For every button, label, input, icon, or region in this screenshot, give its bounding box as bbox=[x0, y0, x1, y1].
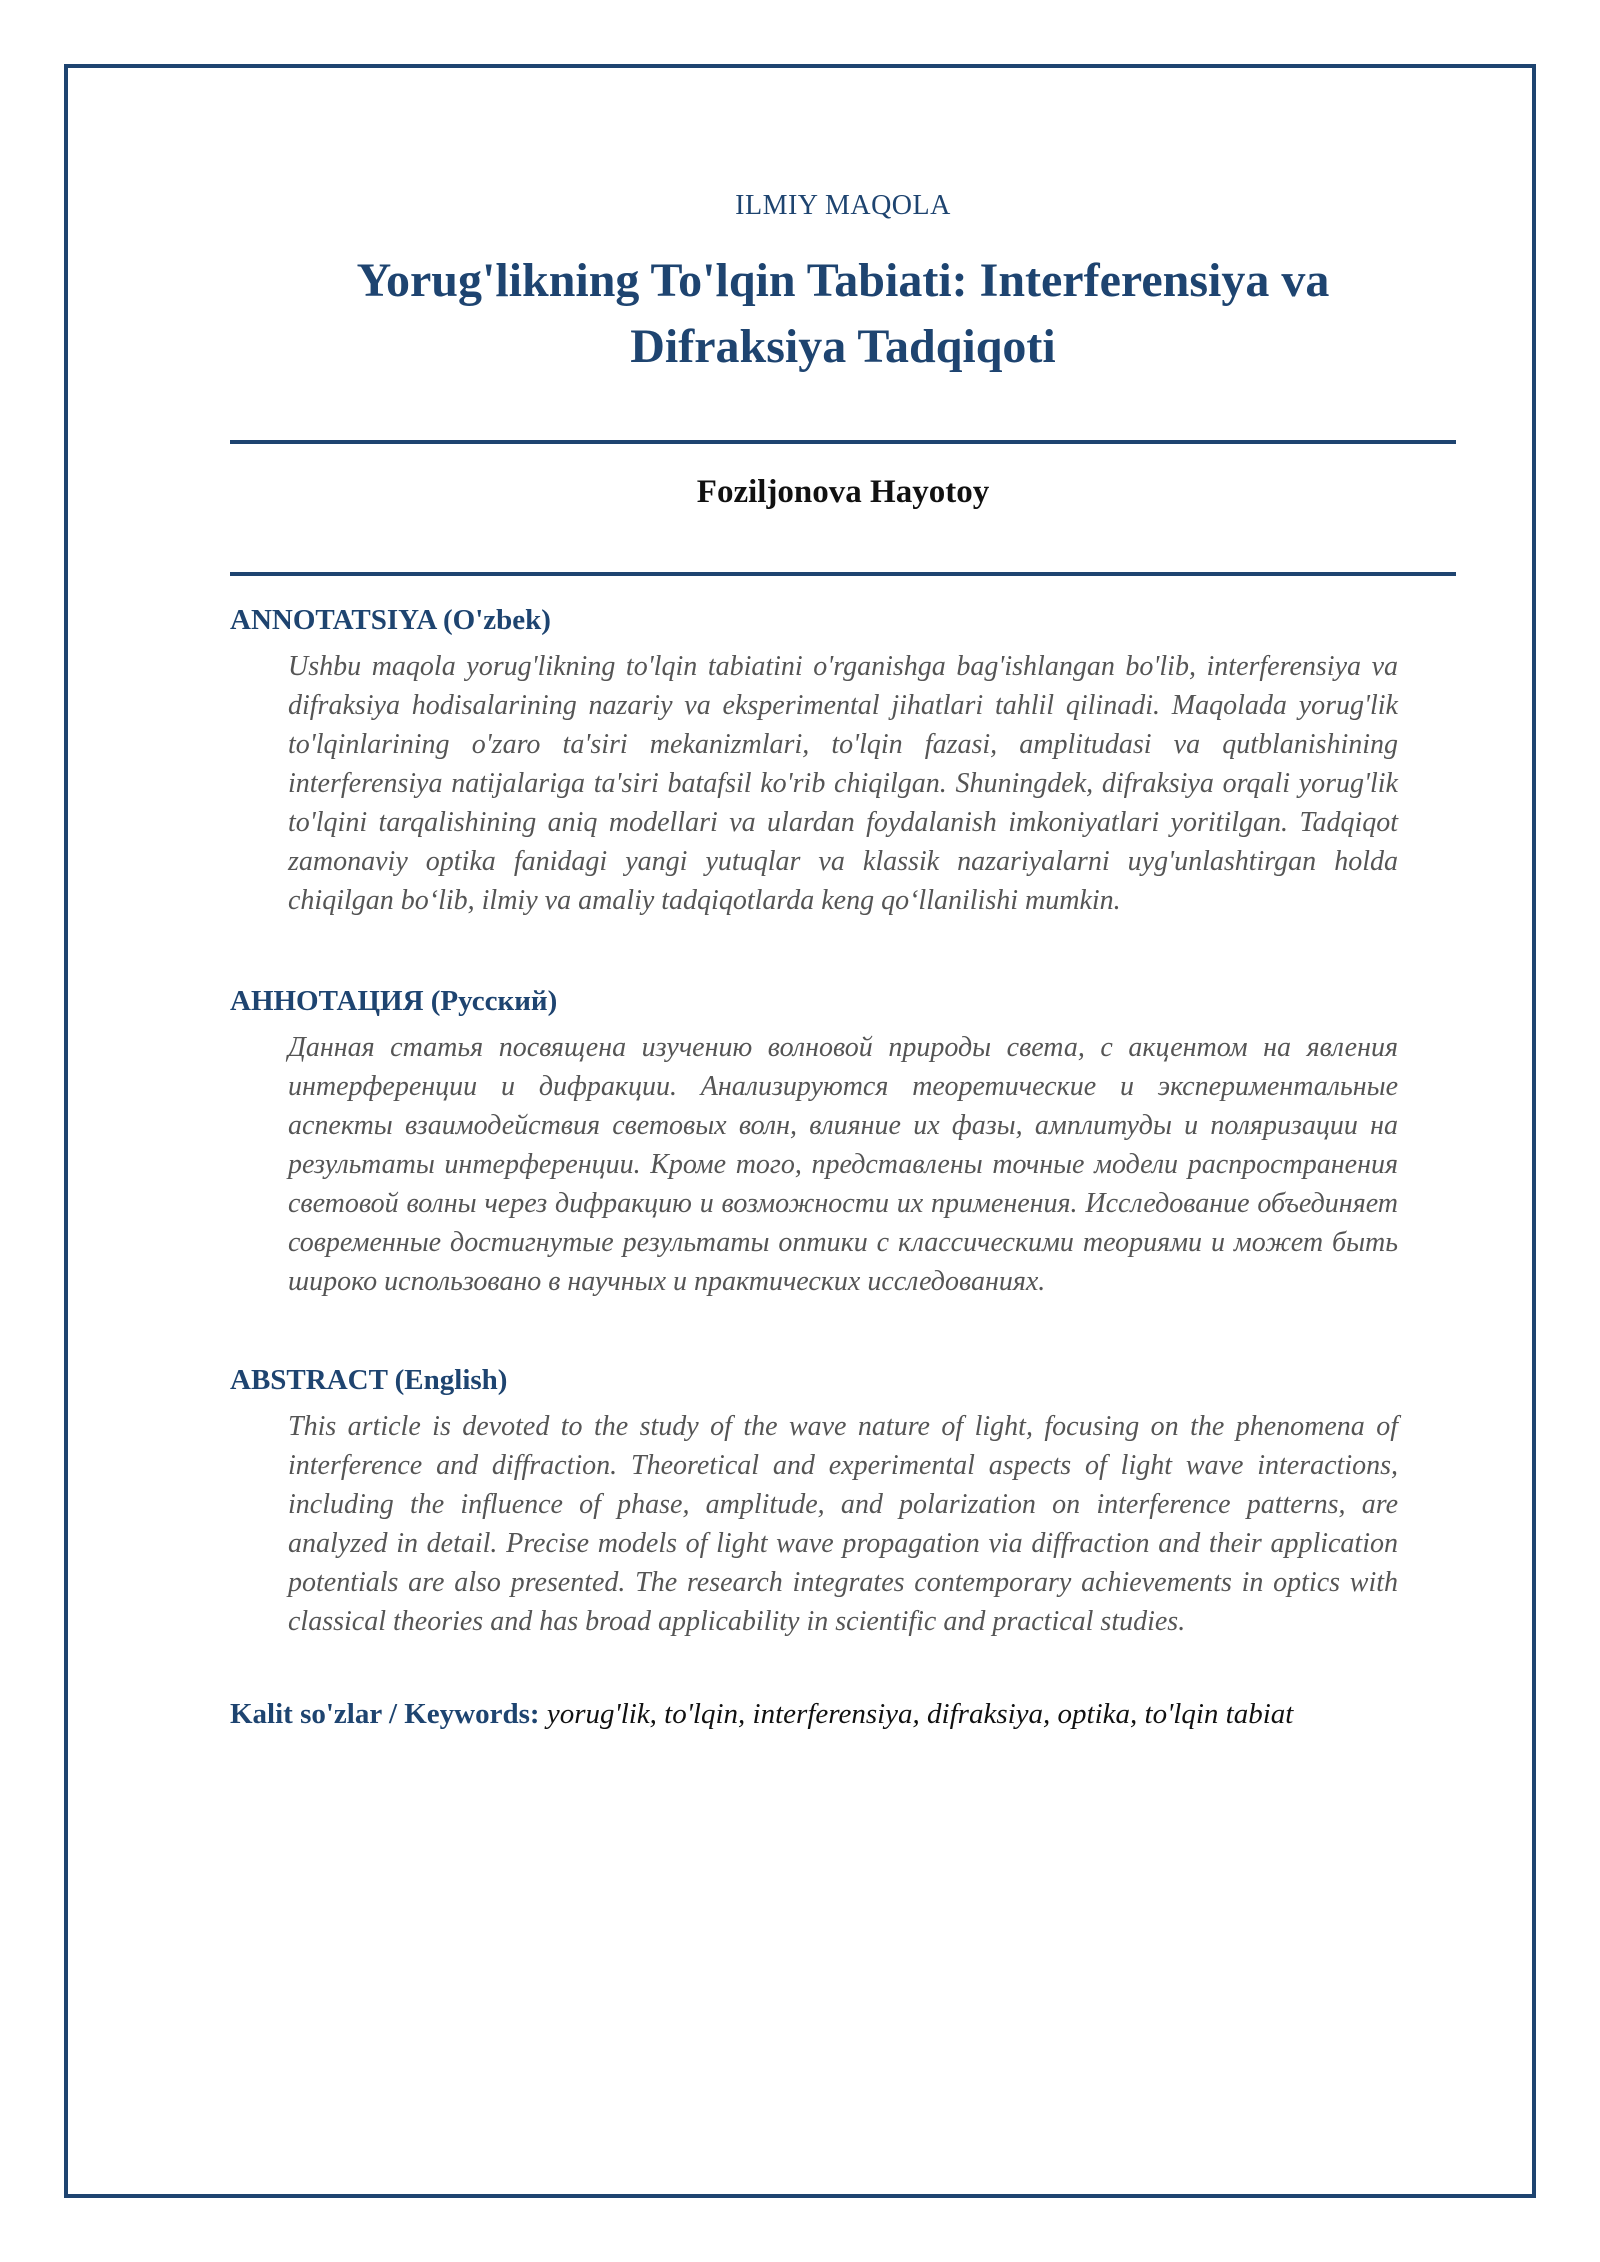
keywords-list: yorug'lik, to'lqin, interferensiya, difraksiya, optika, to'lqin tabiat bbox=[546, 1698, 1294, 1730]
author-name: Foziljonova Hayotoy bbox=[696, 474, 990, 510]
abstract-en-text: This article is devoted to the study of the wave nature of light, focusing on the phenomena of interference and diffraction. Theoretical and experimental aspects of light wave interactions, including the influence of phase, amplitude, and polarization on interference patterns, are analyzed in detail. Precise models of light wave propagation via diffraction and their application potentials are also presented. The research integrates contemporary achievements in optics with classical theories and has broad applicability in scientific and practical studies. bbox=[288, 1411, 1398, 1637]
abstract-en-heading: ABSTRACT (English) bbox=[230, 1364, 508, 1396]
title-divider bbox=[230, 440, 1456, 444]
article-type-label: ILMIY MAQOLA bbox=[735, 190, 951, 221]
article-title-line-2: Difraksiya Tadqiqoti bbox=[630, 320, 1056, 373]
article-title bbox=[230, 248, 1456, 380]
article-title-line-1: Yorug'likning To'lqin Tabiati: Interferensiya va bbox=[356, 254, 1330, 307]
abstract-uz-text: Ushbu maqola yorug'likning to'lqin tabiatini o'rganishga bag'ishlangan bo'lib, interferensiya va difraksiya hodisalarining nazariy va eksperimental jihatlari tahlil qilinadi. Maqolada yorug'lik to'lqinlarining o'zaro ta'siri mekanizmlari, to'lqin fazasi, amplitudasi va qutblanishining interferensiya natijalariga ta'siri batafsil ko'rib chiqilgan. Shuningdek, difraksiya orqali yorug'lik to'lqini tarqalishining aniq modellari va ulardan foydalanish imkoniyatlari yoritilgan. Tadqiqot zamonaviy optika fanidagi yangi yutuqlar va klassik nazariyalarni uyg'unlashtirgan holda chiqilgan bo‘lib, ilmiy va amaliy tadqiqotlarda keng qo‘llanilishi mumkin. bbox=[288, 651, 1398, 916]
abstract-ru-text: Данная статья посвящена изучению волновой природы света, с акцентом на явления интерференции и дифракции. Анализируются теоретические и экспериментальные аспекты взаимодействия световых волн, влияние их фазы, амплитуды и поляризации на результаты интерференции. Кроме того, представлены точные модели распространения световой волны через дифракцию и возможности их применения. Исследование объединяет современные достигнутые результаты оптики с классическими теориями и может быть широко использовано в научных и практических исследованиях. bbox=[288, 1032, 1398, 1297]
author-divider bbox=[230, 572, 1456, 576]
abstract-uz-heading: ANNOTATSIYA (O'zbek) bbox=[230, 604, 551, 636]
keywords-label: Kalit so'zlar / Keywords: bbox=[230, 1698, 540, 1730]
keywords-line bbox=[230, 1698, 1456, 1731]
abstract-ru-heading: АННОТАЦИЯ (Русский) bbox=[230, 985, 558, 1017]
